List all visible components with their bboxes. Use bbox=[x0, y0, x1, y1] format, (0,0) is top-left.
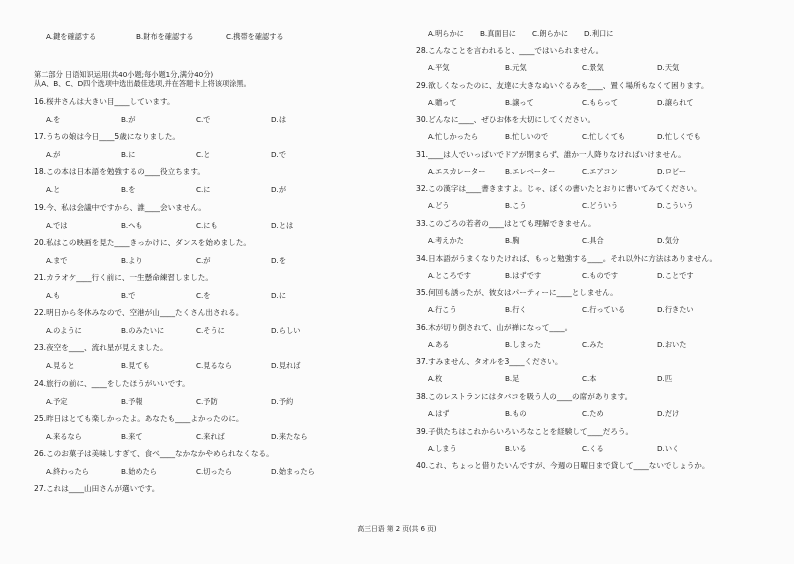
answer-option[interactable]: A.ところです bbox=[428, 270, 471, 280]
answer-option[interactable]: C.具合 bbox=[582, 236, 604, 245]
answer-option[interactable]: D.に bbox=[271, 291, 287, 300]
top-options-right bbox=[428, 29, 613, 39]
answer-options bbox=[46, 361, 331, 371]
answer-option[interactable]: B.足 bbox=[505, 374, 520, 384]
question-text: 36.木が切り倒されて、山が禅になって____。 bbox=[416, 322, 573, 332]
answer-options bbox=[46, 150, 331, 160]
answer-option[interactable]: A.忙しかったら bbox=[428, 132, 479, 142]
answer-options bbox=[428, 63, 727, 73]
answer-option[interactable]: C.が bbox=[196, 255, 211, 265]
answer-option[interactable]: C.ものです bbox=[582, 270, 619, 280]
answer-option[interactable]: C.予防 bbox=[196, 396, 218, 406]
answer-option[interactable]: B.元気 bbox=[505, 63, 527, 72]
option: B.財布を確認する bbox=[136, 32, 194, 41]
answer-option[interactable]: D.が bbox=[271, 185, 287, 195]
answer-options bbox=[428, 444, 727, 454]
answer-option[interactable]: C.もらって bbox=[582, 97, 619, 107]
answer-option[interactable]: B.いる bbox=[505, 443, 527, 453]
question-text: 17.うちの娘は今日____5歳になりました。 bbox=[34, 132, 180, 142]
answer-option[interactable]: B.しまった bbox=[505, 339, 541, 349]
answer-option[interactable]: C.本 bbox=[582, 374, 597, 384]
question-text: 39.子供たちはこれからいろいろなことを経験して____だろう。 bbox=[416, 426, 634, 436]
question-text: 35.何回も誘ったが、彼女はパーティーに____としません。 bbox=[416, 288, 618, 298]
answer-option[interactable]: C.どういう bbox=[582, 201, 619, 211]
option: D.利口に bbox=[584, 29, 614, 38]
option: B.真面目に bbox=[480, 29, 516, 38]
answer-option[interactable]: B.へも bbox=[121, 220, 143, 230]
answer-options bbox=[428, 167, 727, 177]
answer-option[interactable]: C.景気 bbox=[582, 63, 604, 72]
answer-option[interactable]: A.を bbox=[46, 115, 61, 124]
option: C.携帯を確認する bbox=[226, 32, 284, 41]
answer-option[interactable]: D.いく bbox=[657, 443, 680, 453]
answer-options bbox=[428, 340, 727, 350]
question-text: 27.これは____山田さんが選いです。 bbox=[34, 484, 160, 494]
answer-option[interactable]: D.気分 bbox=[657, 236, 680, 245]
answer-options bbox=[46, 291, 331, 301]
question-text: 25.昨日はとても楽しかったよ。あなたも____よかったのに。 bbox=[34, 413, 244, 423]
answer-option[interactable]: B.エレベーター bbox=[505, 166, 556, 176]
answer-options bbox=[46, 326, 331, 336]
answer-options bbox=[46, 221, 331, 231]
answer-option[interactable]: D.を bbox=[271, 255, 287, 265]
answer-option[interactable]: B.忙しいので bbox=[505, 132, 549, 142]
answer-option[interactable]: C.見るなら bbox=[196, 361, 233, 371]
answer-options bbox=[46, 397, 331, 407]
answer-option[interactable]: D.だけ bbox=[657, 409, 680, 418]
answer-option[interactable]: B.始めたら bbox=[121, 467, 157, 476]
answer-options bbox=[46, 256, 331, 266]
answer-option[interactable]: B.もの bbox=[505, 409, 527, 418]
answer-option[interactable]: D.で bbox=[271, 150, 287, 160]
answer-option[interactable]: B.来て bbox=[121, 431, 143, 441]
answer-option[interactable]: A.と bbox=[46, 185, 61, 195]
answer-option[interactable]: A.のように bbox=[46, 326, 82, 336]
option: C.朗らかに bbox=[532, 29, 569, 38]
question-text: 40.これ、ちょっと借りたいんですが、今週の日曜日まで貸して____ないでしょうか。 bbox=[416, 461, 710, 471]
question-text: 34.日本語がうまくなりたければ、もっと勉強する____。それ以外に方法はありません。 bbox=[416, 253, 718, 263]
answer-option[interactable]: B.のみたいに bbox=[121, 326, 165, 336]
answer-option[interactable]: A.見ると bbox=[46, 361, 75, 371]
question-text: 30.どんなに____、ぜひお体を大切にしてください。 bbox=[416, 115, 596, 125]
answer-options bbox=[46, 115, 331, 125]
question-text: 28.こんなことを言われると、____ではいられません。 bbox=[416, 46, 604, 55]
answer-options bbox=[428, 201, 727, 211]
answer-option[interactable]: B.見ても bbox=[121, 361, 150, 371]
page-footer: 高三日语 第 2 页(共 6 页) bbox=[357, 525, 437, 533]
top-options-left bbox=[46, 32, 284, 42]
answer-option[interactable]: D.らしい bbox=[271, 326, 301, 336]
answer-option[interactable]: B.を bbox=[121, 185, 136, 195]
option: A.鍵を確認する bbox=[46, 32, 97, 41]
answer-option[interactable]: B.より bbox=[121, 255, 143, 265]
answer-options bbox=[428, 132, 727, 142]
answer-option[interactable]: D.天気 bbox=[657, 63, 680, 72]
answer-option[interactable]: D.見れば bbox=[271, 361, 301, 371]
question-text: 24.旅行の前に、____をしたほうがいいです。 bbox=[34, 378, 190, 388]
section-instruction: 从A、B、C、D四个选项中选出最佳选项,并在答题卡上将该项涂黑。 bbox=[34, 79, 251, 88]
answer-option[interactable]: B.に bbox=[121, 150, 136, 160]
question-text: 31.____は人でいっぱいでドアが閉まらず、誰か一人降りなければいけません。 bbox=[416, 149, 686, 159]
answer-option[interactable]: B.予報 bbox=[121, 396, 143, 406]
question-text: 21.カラオケ____行く前に、一生懸命練習しました。 bbox=[34, 273, 213, 282]
answer-option[interactable]: D.ことです bbox=[657, 270, 694, 280]
question-text: 38.このレストランにはタバコを吸う人の____の席があります。 bbox=[416, 392, 633, 401]
answer-option[interactable]: D.おいた bbox=[657, 339, 687, 349]
answer-option[interactable]: C.に bbox=[196, 185, 211, 195]
answer-option[interactable]: D.ロビー bbox=[657, 166, 687, 176]
answer-option[interactable]: A.エスカレーター bbox=[428, 166, 486, 176]
answer-option[interactable]: D.忙しくでも bbox=[657, 132, 701, 142]
answer-option[interactable]: A.も bbox=[46, 291, 61, 300]
answer-option[interactable]: B.譲って bbox=[505, 97, 534, 107]
answer-option[interactable]: D.こういう bbox=[657, 201, 694, 211]
option: A.明らかに bbox=[428, 29, 464, 38]
answer-option[interactable]: C.みた bbox=[582, 339, 604, 349]
answer-option[interactable]: A.はず bbox=[428, 409, 450, 418]
answer-options bbox=[428, 374, 727, 384]
answer-options bbox=[46, 185, 331, 195]
answer-option[interactable]: C.切ったら bbox=[196, 467, 233, 476]
question-text: 32.この漢字は____書きますよ。じゃ、ぼくの書いたとおりに書いてみてください。 bbox=[416, 184, 702, 194]
answer-options bbox=[428, 305, 727, 315]
answer-option[interactable]: D.譲られて bbox=[657, 97, 694, 107]
answer-option[interactable]: A.平気 bbox=[428, 63, 450, 72]
answer-option[interactable]: A.しまう bbox=[428, 443, 457, 453]
answer-option[interactable]: B.で bbox=[121, 291, 136, 300]
answer-option[interactable]: D.匹 bbox=[657, 374, 673, 384]
answer-option[interactable]: B.が bbox=[121, 115, 136, 124]
answer-option[interactable]: D.とは bbox=[271, 220, 294, 230]
answer-option[interactable]: B.胸 bbox=[505, 236, 520, 245]
answer-options bbox=[46, 467, 331, 477]
answer-option[interactable]: D.来たなら bbox=[271, 431, 308, 441]
answer-option[interactable]: A.考えかた bbox=[428, 236, 464, 245]
answer-option[interactable]: A.どう bbox=[428, 201, 450, 211]
answer-option[interactable]: C.忙しくても bbox=[582, 132, 626, 142]
question-text: 22.明日から冬休みなので、空港が山____たくさん出される。 bbox=[34, 308, 244, 318]
answer-option[interactable]: D.始まったら bbox=[271, 467, 315, 476]
answer-option[interactable]: B.行く bbox=[505, 305, 527, 315]
section-title: 第二部分 日语知识运用(共40小题;每小题1分,满分40分) bbox=[34, 70, 214, 79]
question-text: 19.今、私は会議中ですから、誰____会いません。 bbox=[34, 202, 206, 212]
question-text: 37.すみません、タオルを3____ください。 bbox=[416, 357, 563, 367]
answer-option[interactable]: C.行っている bbox=[582, 305, 626, 315]
answer-option[interactable]: C.ため bbox=[582, 409, 604, 418]
answer-option[interactable]: A.贈って bbox=[428, 97, 457, 107]
answer-options bbox=[428, 271, 727, 281]
answer-option[interactable]: D.行きたい bbox=[657, 305, 694, 315]
answer-option[interactable]: C.エアコン bbox=[582, 166, 618, 176]
answer-option[interactable]: A.終わったら bbox=[46, 467, 89, 476]
answer-option[interactable]: A.行こう bbox=[428, 305, 457, 315]
answer-option[interactable]: A.枚 bbox=[428, 374, 443, 384]
answer-option[interactable]: C.で bbox=[196, 115, 211, 124]
answer-options bbox=[428, 98, 727, 108]
answer-option[interactable]: B.こう bbox=[505, 201, 527, 211]
answer-option[interactable]: C.そうに bbox=[196, 326, 225, 336]
answer-option[interactable]: C.にも bbox=[196, 220, 218, 230]
answer-option[interactable]: C.を bbox=[196, 291, 211, 300]
question-text: 26.このお菓子は美味しすぎて、食べ____なかなかやめられなくなる。 bbox=[34, 449, 274, 458]
question-text: 16.桜井さんは大きい目____しています。 bbox=[34, 97, 175, 106]
answer-options bbox=[428, 409, 727, 419]
answer-options bbox=[46, 432, 331, 442]
answer-option[interactable]: D.は bbox=[271, 115, 287, 124]
answer-option[interactable]: B.はずです bbox=[505, 270, 542, 280]
answer-option[interactable]: A.が bbox=[46, 150, 61, 160]
answer-option[interactable]: A.来るなら bbox=[46, 431, 82, 441]
answer-option[interactable]: D.予約 bbox=[271, 396, 294, 406]
answer-option[interactable]: C.くる bbox=[582, 443, 604, 453]
answer-option[interactable]: A.ある bbox=[428, 339, 450, 349]
question-text: 33.このごろの若者の____はとても理解できません。 bbox=[416, 219, 596, 228]
answer-option[interactable]: C.来れば bbox=[196, 431, 225, 441]
answer-option[interactable]: C.と bbox=[196, 150, 211, 160]
question-text: 23.夜空を____、流れ星が見えました。 bbox=[34, 343, 168, 353]
question-text: 18.この本は日本語を勉強するの____役立ちます。 bbox=[34, 167, 205, 177]
question-text: 20.私はこの映画を見た____きっかけに、ダンスを始めました。 bbox=[34, 237, 251, 247]
answer-option[interactable]: A.まで bbox=[46, 255, 68, 265]
answer-option[interactable]: A.予定 bbox=[46, 396, 68, 406]
question-text: 29.欲しくなったのに、友達に大きなぬいぐるみを____、置く場所もなくて困ります。 bbox=[416, 80, 709, 90]
section-header bbox=[34, 70, 251, 88]
answer-options bbox=[428, 236, 727, 246]
answer-option[interactable]: A.では bbox=[46, 220, 68, 230]
